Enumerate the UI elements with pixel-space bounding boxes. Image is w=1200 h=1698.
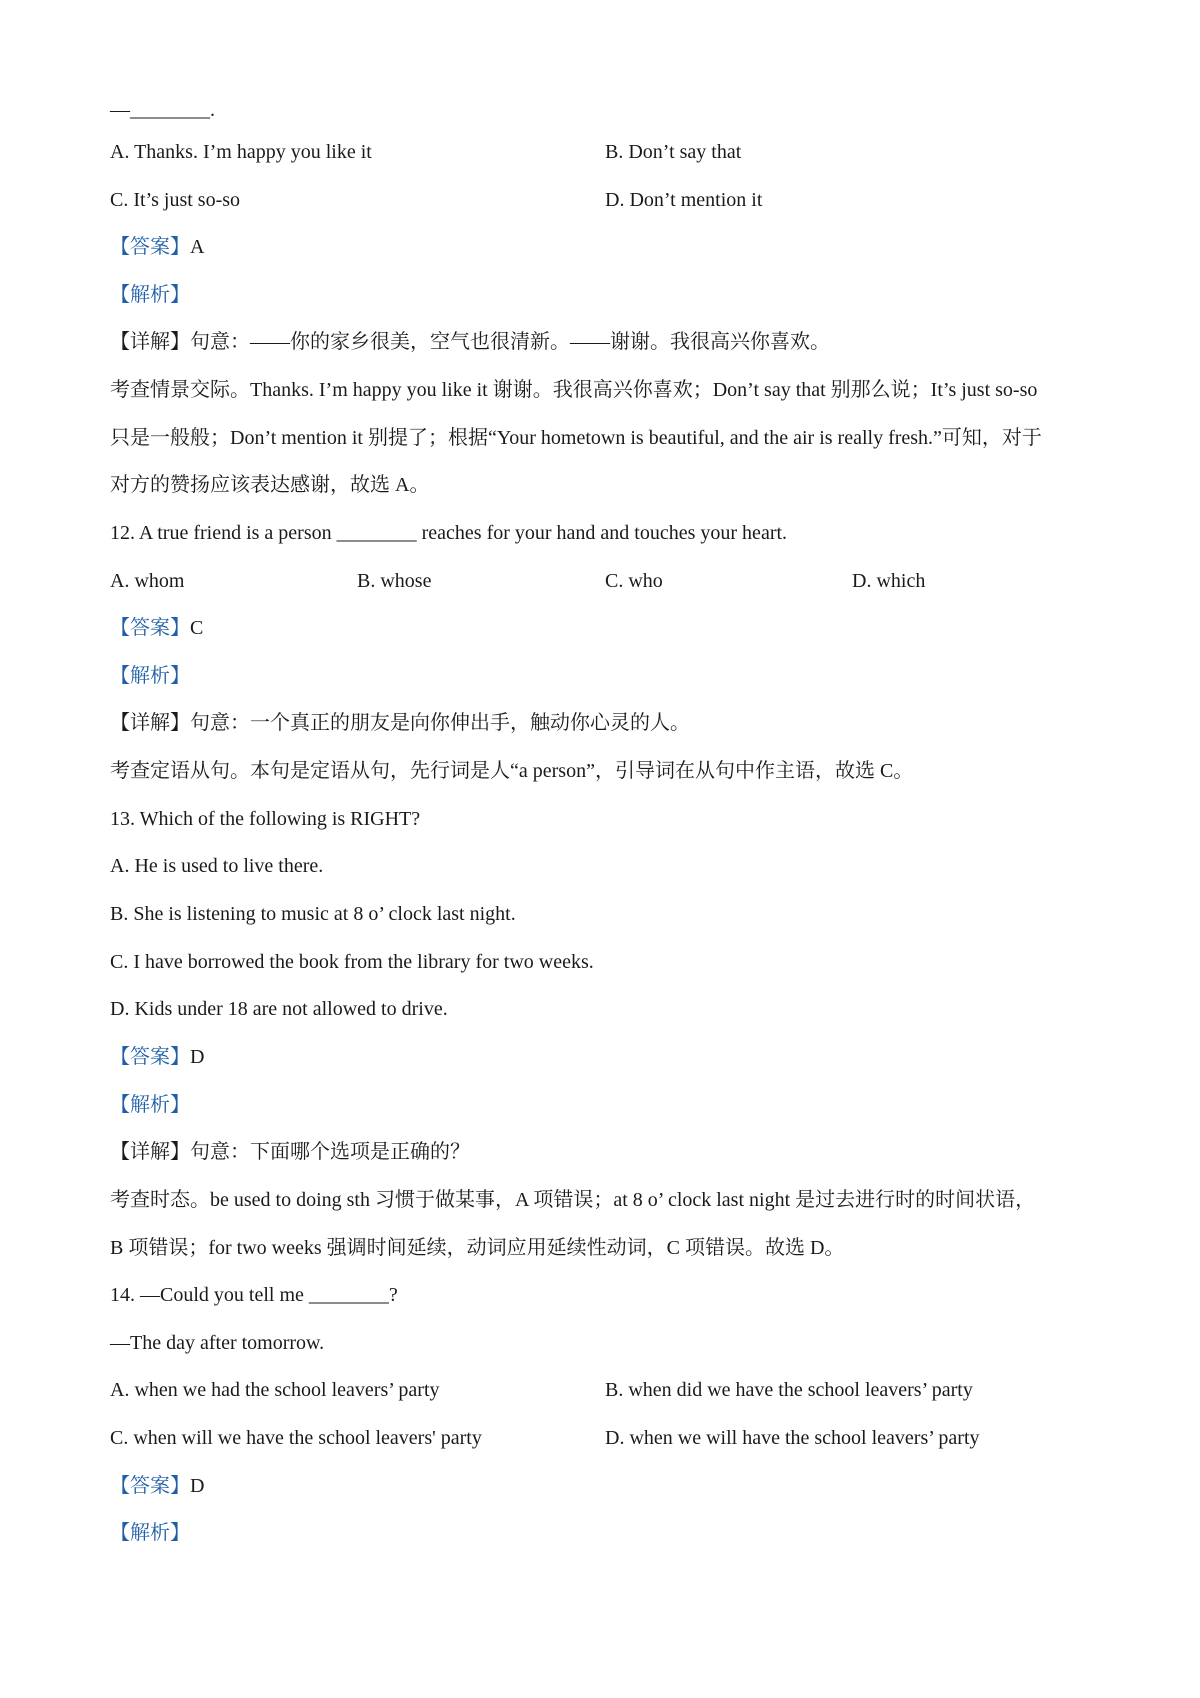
q11-explain-line: 只是一般般；Don’t mention it 别提了；根据“Your hometown is beautiful, and the air is really fresh.”可知，对于: [110, 427, 1042, 449]
q12-option-d: D. which: [852, 570, 926, 592]
q12-stem: 12. A true friend is a person ________ reaches for your hand and touches your heart.: [110, 522, 788, 544]
q11-option-d: D. Don’t mention it: [605, 189, 763, 211]
q13-option-a: A. He is used to live there.: [110, 855, 324, 877]
q11-explain-line: 对方的赞扬应该表达感谢，故选 A。: [110, 474, 430, 496]
q14-option-d: D. when we will have the school leavers’ party: [605, 1427, 980, 1449]
q12-option-a: A. whom: [110, 570, 185, 592]
analysis-tag: 【解析】: [110, 284, 190, 306]
analysis-tag: 【解析】: [110, 1094, 190, 1116]
q13-analysis: [110, 1091, 1100, 1119]
detail-tag: 【详解】: [110, 1141, 190, 1163]
answer-value: C: [190, 617, 204, 639]
answer-tag: 【答案】: [110, 617, 190, 639]
q11-analysis: [110, 281, 1100, 309]
q14-option-c: C. when will we have the school leavers' party: [110, 1427, 482, 1449]
q13-option-b: B. She is listening to music at 8 o’ clock last night.: [110, 903, 516, 925]
q14-analysis: [110, 1519, 1100, 1547]
q12-analysis: [110, 662, 1100, 690]
detail-text: 句意：下面哪个选项是正确的？: [190, 1141, 470, 1163]
q12-option-c: C. who: [605, 570, 663, 592]
answer-tag: 【答案】: [110, 236, 190, 258]
q13-detail: [110, 1138, 1100, 1166]
q12-detail: [110, 709, 1100, 737]
q12-explain-line: 考查定语从句。本句是定语从句，先行词是人“a person”，引导词在从句中作主语，故选 C。: [110, 760, 914, 782]
q11-answer: [110, 233, 1100, 261]
q11-option-b: B. Don’t say that: [605, 141, 742, 163]
q13-option-c: C. I have borrowed the book from the library for two weeks.: [110, 951, 594, 973]
detail-tag: 【详解】: [110, 331, 190, 353]
q12-option-b: B. whose: [357, 570, 432, 592]
detail-tag: 【详解】: [110, 712, 190, 734]
q13-explain-line: 考查时态。be used to doing sth 习惯于做某事，A 项错误；at 8 o’ clock last night 是过去进行时的时间状语，: [110, 1189, 1036, 1211]
q13-option-d: D. Kids under 18 are not allowed to drive.: [110, 998, 448, 1020]
q13-stem: 13. Which of the following is RIGHT?: [110, 808, 421, 830]
q14-stem: 14. —Could you tell me ________?: [110, 1284, 398, 1306]
q14-option-b: B. when did we have the school leavers’ party: [605, 1379, 973, 1401]
q11-option-c: C. It’s just so-so: [110, 189, 241, 211]
q13-answer: [110, 1043, 1100, 1071]
q12-answer: [110, 614, 1100, 642]
q13-explain-line: B 项错误；for two weeks 强调时间延续，动词应用延续性动词，C 项错误。故选 D。: [110, 1237, 845, 1259]
analysis-tag: 【解析】: [110, 1522, 190, 1544]
q11-option-a: A. Thanks. I’m happy you like it: [110, 141, 372, 163]
answer-tag: 【答案】: [110, 1046, 190, 1068]
detail-text: 句意：一个真正的朋友是向你伸出手，触动你心灵的人。: [190, 712, 690, 734]
answer-value: D: [190, 1475, 205, 1497]
detail-text: 句意：——你的家乡很美，空气也很清新。——谢谢。我很高兴你喜欢。: [190, 331, 830, 353]
q11-detail: [110, 328, 1100, 356]
q11-stem-tail: —________.: [110, 99, 215, 121]
q14-option-a: A. when we had the school leavers’ party: [110, 1379, 440, 1401]
answer-value: D: [190, 1046, 205, 1068]
q14-reply: —The day after tomorrow.: [110, 1332, 325, 1354]
q11-explain-line: 考查情景交际。Thanks. I’m happy you like it 谢谢。我很高兴你喜欢；Don’t say that 别那么说；It’s just so-so: [110, 379, 1038, 401]
q14-answer: [110, 1472, 1100, 1500]
analysis-tag: 【解析】: [110, 665, 190, 687]
answer-value: A: [190, 236, 205, 258]
answer-tag: 【答案】: [110, 1475, 190, 1497]
